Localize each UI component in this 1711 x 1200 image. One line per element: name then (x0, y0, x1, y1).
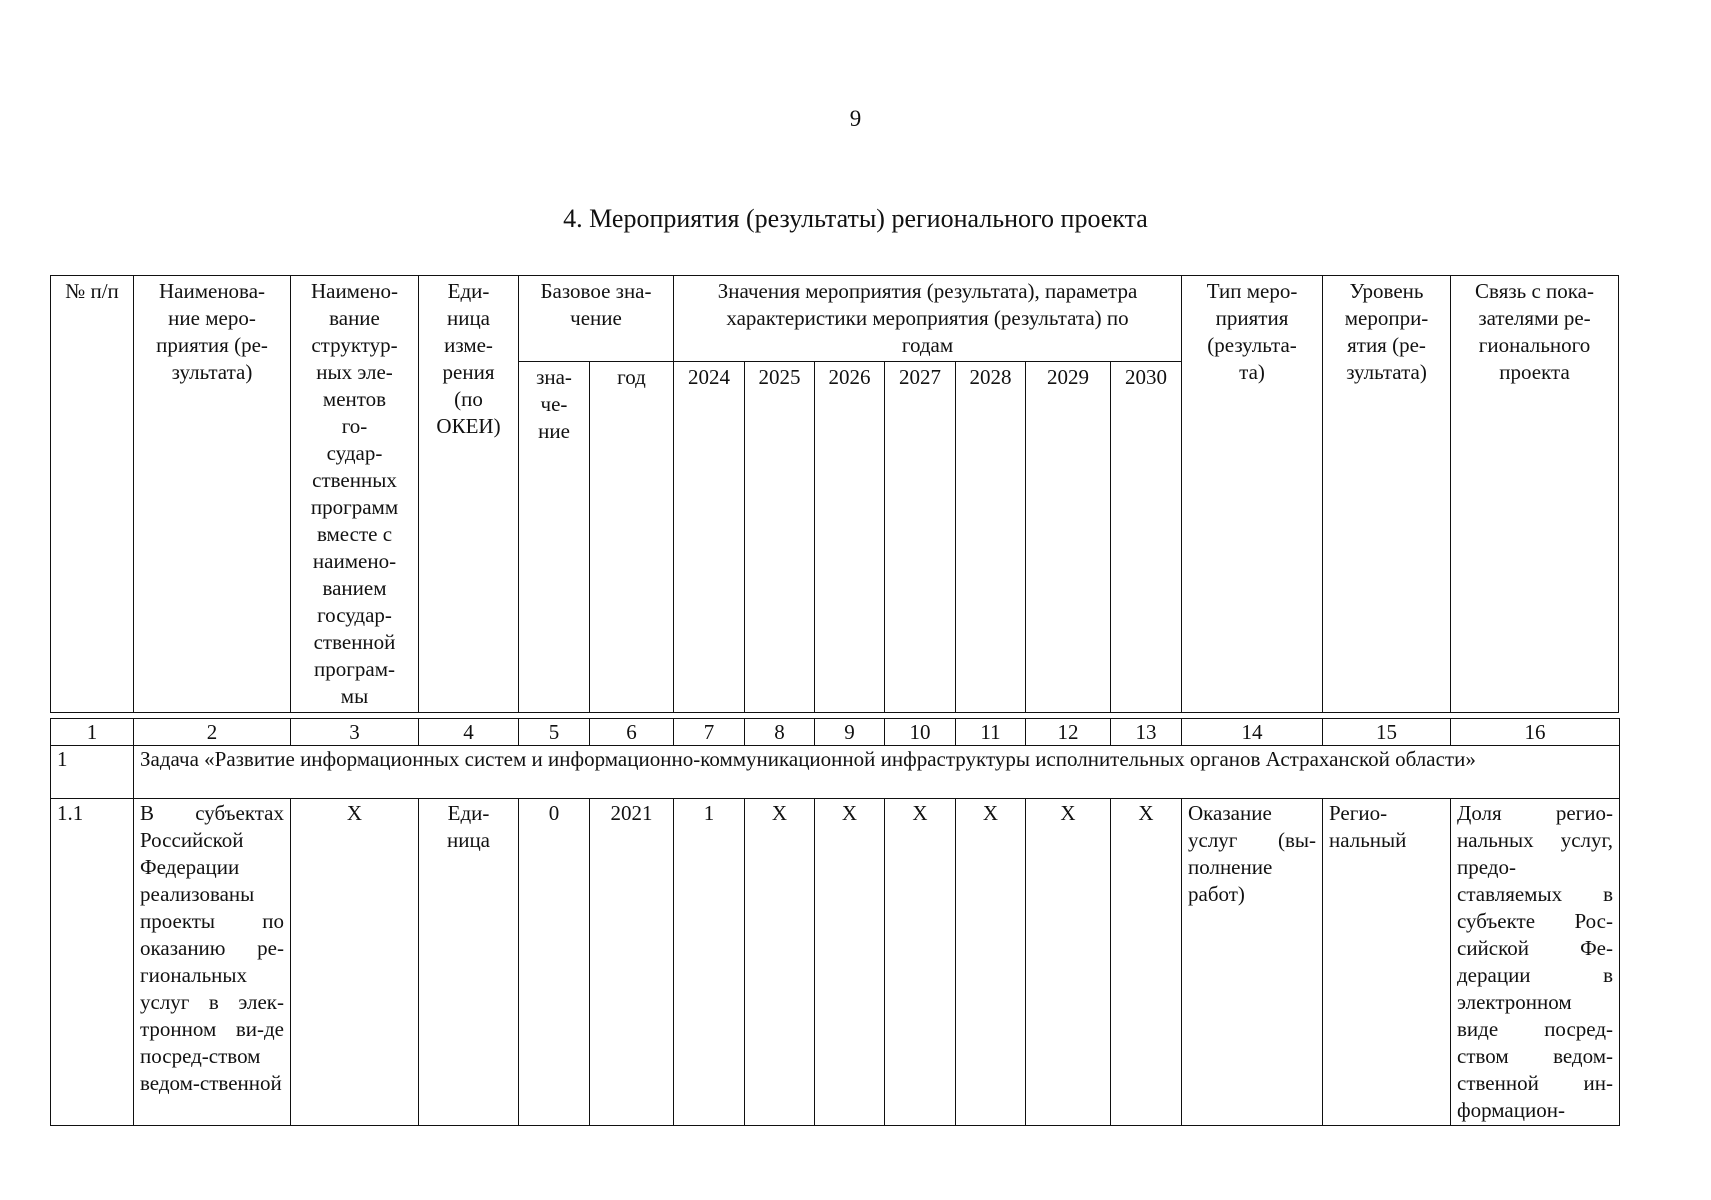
row-base-year: 2021 (590, 799, 674, 1126)
column-number: 15 (1323, 719, 1451, 746)
header-table (50, 275, 1619, 713)
body-table (50, 718, 1620, 1126)
column-number: 4 (419, 719, 519, 746)
row-link: Доля регио-нальных услуг, предо-ставляемых в субъекте Рос-сийской Фе-дерации в электронном виде посред-ством ведом-ственной ин-формацион- (1451, 799, 1620, 1126)
row-year-value: X (885, 799, 956, 1126)
column-number: 2 (134, 719, 291, 746)
row-year-value: 1 (674, 799, 745, 1126)
header-base-year: год (590, 362, 674, 713)
column-number: 12 (1026, 719, 1111, 746)
header-link: Связь с пока- зателями ре- гионального проекта (1451, 276, 1619, 713)
header-year: 2024 (674, 362, 745, 713)
row-unit: Еди- ница (419, 799, 519, 1126)
header-year: 2025 (745, 362, 815, 713)
row-number: 1.1 (51, 799, 134, 1126)
column-number: 1 (51, 719, 134, 746)
column-number: 5 (519, 719, 590, 746)
task-text: Задача «Развитие информационных систем и информационно-коммуникационной инфраструктуры исполнительных органов Астраханской области» (134, 746, 1620, 799)
column-number: 6 (590, 719, 674, 746)
header-type: Тип меро- приятия (результа- та) (1182, 276, 1323, 713)
column-number: 3 (291, 719, 419, 746)
table-row (51, 799, 1620, 1126)
row-year-value: X (1111, 799, 1182, 1126)
task-row (51, 746, 1620, 799)
column-number: 11 (956, 719, 1026, 746)
header-num: № п/п (51, 276, 134, 713)
column-number: 9 (815, 719, 885, 746)
header-values: Значения мероприятия (результата), параметра характеристики мероприятия (результата) по годам (674, 276, 1182, 362)
row-structure: X (291, 799, 419, 1126)
task-number: 1 (51, 746, 134, 799)
column-number: 16 (1451, 719, 1620, 746)
header-year: 2028 (956, 362, 1026, 713)
column-number-row (51, 719, 1620, 746)
row-type: Оказание услуг (вы-полнение работ) (1182, 799, 1323, 1126)
header-year: 2027 (885, 362, 956, 713)
header-structure: Наимено- вание структур- ных эле- ментов го- судар- ственных программ вместе с наимено- ванием государ- ственной програм- мы (291, 276, 419, 713)
column-number: 8 (745, 719, 815, 746)
page-number: 9 (849, 106, 862, 131)
column-number: 14 (1182, 719, 1323, 746)
header-name: Наименова- ние меро- приятия (ре- зультата) (134, 276, 291, 713)
row-year-value: X (815, 799, 885, 1126)
header-level: Уровень меропри- ятия (ре- зультата) (1323, 276, 1451, 713)
column-number: 13 (1111, 719, 1182, 746)
row-base-value: 0 (519, 799, 590, 1126)
column-number: 10 (885, 719, 956, 746)
header-year: 2030 (1111, 362, 1182, 713)
header-year: 2029 (1026, 362, 1111, 713)
section-title: 4. Мероприятия (результаты) регионального проекта (563, 204, 1148, 233)
header-year: 2026 (815, 362, 885, 713)
row-year-value: X (956, 799, 1026, 1126)
header-base: Базовое зна- чение (519, 276, 674, 362)
header-base-value: зна- че- ние (519, 362, 590, 713)
row-name: В субъектах Российской Федерации реализованы проекты по оказанию ре-гиональных услуг в элек-тронном ви-де посред-ством ведом-ственной (134, 799, 291, 1126)
column-number: 7 (674, 719, 745, 746)
row-level: Регио- нальный (1323, 799, 1451, 1126)
row-year-value: X (745, 799, 815, 1126)
header-unit: Еди- ница изме- рения (по ОКЕИ) (419, 276, 519, 713)
row-year-value: X (1026, 799, 1111, 1126)
